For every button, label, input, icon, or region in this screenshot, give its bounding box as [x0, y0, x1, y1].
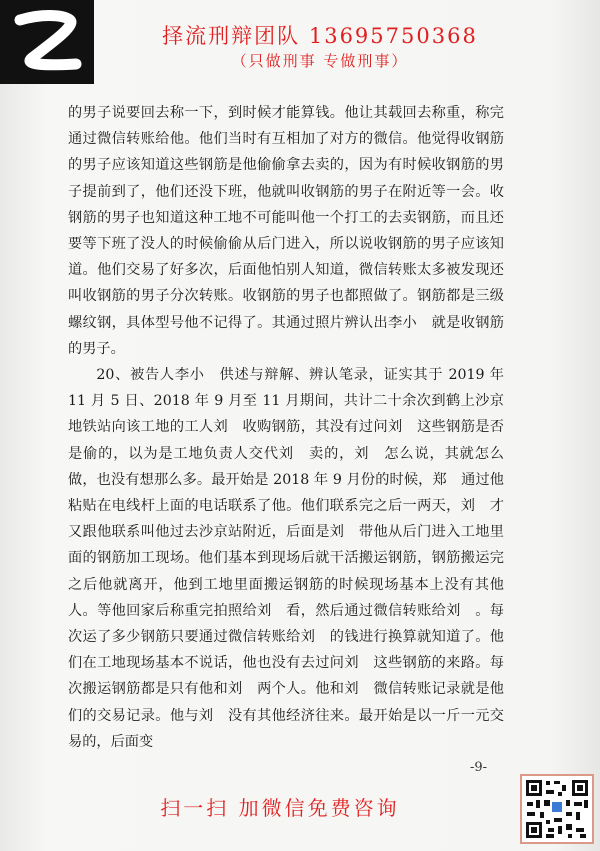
- header-subtitle: （只做刑事 专做刑事）: [231, 52, 409, 70]
- qr-code-icon[interactable]: [520, 774, 594, 844]
- paragraph-continuation: 的男子说要回去称一下，到时候才能算钱。他让其载回去称重，称完通过微信转账给他。他们当时有互相加了对方的微信。他觉得收钢筋的男子应该知道这些钢筋是他偷偷拿去卖的，因为有时候收钢筋的男子提前到了，他们还没下班，他就叫收钢筋的男子在附近等一会。收钢筋的男子也知道这种工地不可能叫他一个打工的去卖钢筋，而且还要等下班了没人的时候偷偷从后门进入，所以说收钢筋的男子应该知道。他们交易了好多次，后面他怕别人知道，微信转账太多被发现还叫收钢筋的男子分次转账。收钢筋的男子也都照做了。钢筋都是三级螺纹钢，具体型号他不记得了。其通过照片辨认出李小 就是收钢筋的男子。: [68, 105, 504, 357]
- document-body: [68, 100, 504, 755]
- header-title: 择流刑辩团队 13695750368: [162, 24, 478, 48]
- page-number: -9-: [470, 760, 488, 775]
- paragraph-item-20: 20、被告人李小 供述与辩解、辨认笔录，证实其于 2019 年 11 月 5 日、2018 年 9 月至 11 月期间，共计二十余次到鹤上沙京地铁站向该工地的工人刘 收购钢筋，其没有过问刘 这些钢筋是否是偷的，以为是工地负责人交代刘 卖的，刘 怎么说，其就怎么做，也没有想那么多。最开始是 2018 年 9 月份的时候，郑 通过他粘贴在电线杆上面的电话联系了他。他们联系完之后一两天，刘 才又跟他联系叫他过去沙京站附近，后面是刘 带他从后门进入工地里面的钢筋加工现场。他们基本到现场后就干活搬运钢筋，钢筋搬运完之后他就离开，他到工地里面搬运钢筋的时候现场基本上没有其他人。等他回家后称重完拍照给刘 看，然后通过微信转账给刘 。每次运了多少钢筋只要通过微信转账给刘 的钱进行换算就知道了。他们在工地现场基本不说话，他也没有去过问刘 这些钢筋的来路。每次搬运钢筋都是只有他和刘 两个人。他和刘 微信转账记录就是他们的交易记录。他与刘 没有其他经济往来。最开始是以一斤一元交易的，后面变: [68, 367, 504, 750]
- footer-cta: 扫一扫 加微信免费咨询: [160, 796, 400, 820]
